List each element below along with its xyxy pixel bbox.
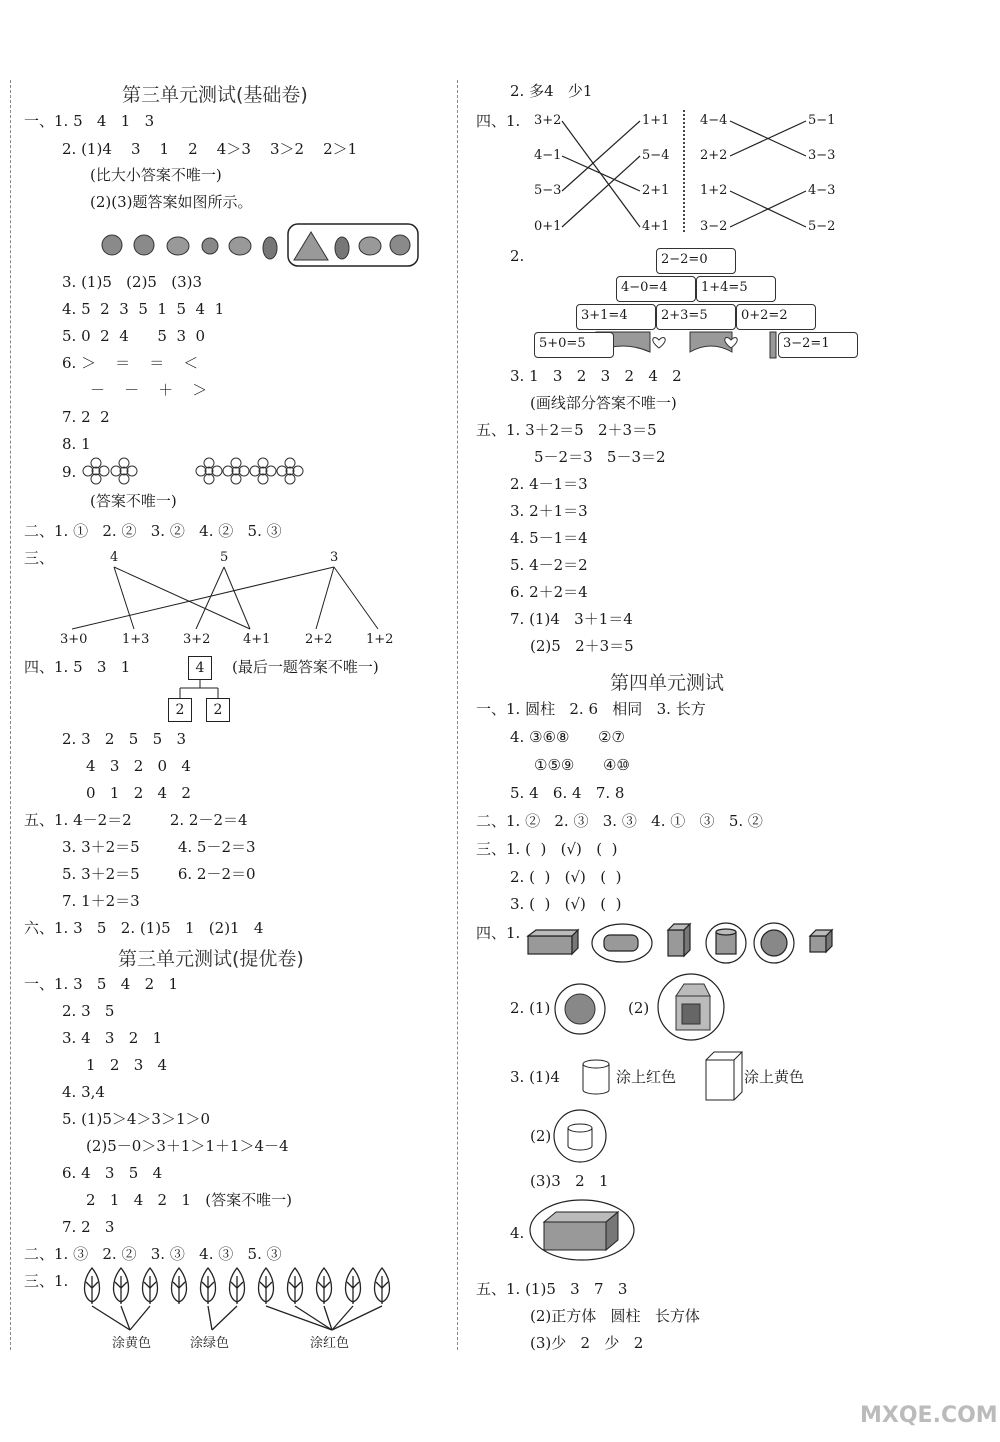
cylinder-icon <box>716 929 736 954</box>
s3-bottom-5: 1+2 <box>366 632 394 647</box>
r-q3: 3. 1 3 2 3 2 4 2 <box>510 367 682 385</box>
r-la-1: 4−1 <box>534 148 562 163</box>
r-s5-r3: 3. 2＋1＝3 <box>510 502 588 520</box>
s1-q3: 3. (1)5 (2)5 (3)3 <box>62 273 203 291</box>
s3-bottom-1: 1+3 <box>122 632 150 647</box>
s1-q2-b: (2)(3)题答案如图所示。 <box>90 193 253 211</box>
leaf-icon <box>288 1268 303 1304</box>
r-rb-2: 4−3 <box>808 183 836 198</box>
u4-q3-red: 涂上红色 <box>616 1068 677 1086</box>
basic-test-title: 第三单元测试(基础卷) <box>122 84 308 106</box>
s1-q1: 一、1. 5 4 1 3 <box>24 112 155 130</box>
s4-q2b: 4 3 2 0 4 <box>86 757 191 775</box>
cylinder-icon <box>568 1124 592 1150</box>
s1-q4: 4. 5 2 3 5 1 5 4 1 <box>62 300 225 318</box>
leaf-icon <box>375 1268 390 1304</box>
leaf-label-red: 涂红色 <box>310 1336 350 1351</box>
s2-answers: 二、1. ① 2. ② 3. ② 4. ② 5. ③ <box>24 522 282 540</box>
r-la-3: 0+1 <box>534 219 562 234</box>
u4-s4: 四、1. <box>476 924 521 942</box>
r-la-2: 5−3 <box>534 183 562 198</box>
cylinder-lying-icon <box>604 935 638 951</box>
leaf-icon <box>230 1268 245 1304</box>
r-top: 2. 多4 少1 <box>510 82 593 100</box>
r-q3-note: (画线部分答案不唯一) <box>530 394 677 412</box>
r-rb-3: 5−2 <box>808 219 836 234</box>
leaf-icon <box>259 1268 274 1304</box>
cuboid-icon <box>544 1212 618 1250</box>
cuboid-icon <box>528 930 578 954</box>
r-lb-3: 4+1 <box>642 219 670 234</box>
adv-q3b: 1 2 3 4 <box>86 1056 168 1074</box>
u4-q4a: 4. ③⑥⑧ ②⑦ <box>510 728 625 746</box>
r-q2-label: 2. <box>510 247 525 265</box>
u4-q4: 4. <box>510 1224 525 1242</box>
unit4-title: 第四单元测试 <box>610 672 725 694</box>
s1-q6b: － － ＋ ＞ <box>90 381 208 399</box>
advanced-test-title: 第三单元测试(提优卷) <box>118 948 304 970</box>
s3-top-2: 3 <box>330 550 339 565</box>
r-lb-1: 5−4 <box>642 148 670 163</box>
r-la-0: 3+2 <box>534 113 562 128</box>
leaf-icon <box>317 1268 332 1304</box>
adv-q5a: 5. (1)5＞4＞3＞1＞0 <box>62 1110 211 1128</box>
u4-q4b: ①⑤⑨ ④⑩ <box>534 756 630 774</box>
milk-carton-icon <box>676 984 710 1030</box>
r-s5-r7b: (2)5 2＋3＝5 <box>530 637 634 655</box>
adv-q1: 一、1. 3 5 4 2 1 <box>24 975 179 993</box>
r-rb-0: 5−1 <box>808 113 836 128</box>
u4-s2: 二、1. ② 2. ③ 3. ③ 4. ① ③ 5. ② <box>476 812 763 830</box>
u4-q1: 一、1. 圆柱 2. 6 相同 3. 长方 <box>476 700 706 718</box>
s4-q2c: 0 1 2 4 2 <box>86 784 191 802</box>
cylinder-circled <box>552 1108 608 1164</box>
pyr-r4-0: 5+0=5 <box>534 332 614 358</box>
s1-q8: 8. 1 <box>62 435 91 453</box>
leaf-icon <box>346 1268 361 1304</box>
pyr-r2-1: 1+4=5 <box>696 276 776 302</box>
cube-icon <box>810 930 832 952</box>
s3-bottom-3: 4+1 <box>243 632 271 647</box>
s5-r4: 5. 3＋2＝5 6. 2－2＝0 <box>62 865 256 883</box>
cuboid-icon <box>706 1052 742 1100</box>
r-s5-r7: 7. (1)4 3＋1＝4 <box>510 610 633 628</box>
r-s5-r5: 5. 4－2＝2 <box>510 556 588 574</box>
r-lb-2: 2+1 <box>642 183 670 198</box>
s5-r5: 7. 1＋2＝3 <box>62 892 140 910</box>
u4-q3c: (3)3 2 1 <box>530 1172 609 1190</box>
adv-q3a: 3. 4 3 2 1 <box>62 1029 163 1047</box>
cylinder-red <box>580 1058 612 1098</box>
r-ra-3: 3−2 <box>700 219 728 234</box>
split-top-box: 4 <box>188 656 212 680</box>
r-s5-r1: 五、1. 3＋2＝5 2＋3＝5 <box>476 421 657 439</box>
adv-q7: 7. 2 3 <box>62 1218 115 1236</box>
s3-bottom-4: 2+2 <box>305 632 333 647</box>
leaf-figure <box>80 1266 410 1340</box>
pyr-r3-1: 2+3=5 <box>656 304 736 330</box>
r-ra-1: 2+2 <box>700 148 728 163</box>
cylinder-icon <box>583 1060 609 1094</box>
u4-s5c: (3)少 2 少 2 <box>530 1334 644 1352</box>
adv-q2: 2. 3 5 <box>62 1002 115 1020</box>
s3-bottom-2: 3+2 <box>183 632 211 647</box>
s6-answers: 六、1. 3 5 2. (1)5 1 (2)1 4 <box>24 919 264 937</box>
r-s5-r4: 4. 5－1＝4 <box>510 529 588 547</box>
bridge-arches <box>0 0 1000 380</box>
r-ra-0: 4−4 <box>700 113 728 128</box>
r-lb-0: 1+1 <box>642 113 670 128</box>
s5-r1: 五、1. 4－2＝2 2. 2－2＝4 <box>24 811 248 829</box>
watermark: MXQE.COM <box>860 1403 998 1428</box>
leaf-icon <box>172 1268 187 1304</box>
r-s5-r6: 6. 2＋2＝4 <box>510 583 588 601</box>
leaf-icon <box>143 1268 158 1304</box>
u4-s3b: 2. ( ) (√) ( ) <box>510 868 622 886</box>
u4-s5b: (2)正方体 圆柱 长方体 <box>530 1307 700 1325</box>
u4-q3b: (2) <box>530 1127 552 1145</box>
leaf-icon <box>85 1268 100 1304</box>
r-rb-1: 3−3 <box>808 148 836 163</box>
split-left-box: 2 <box>168 698 192 722</box>
cuboid-answer <box>528 1198 636 1262</box>
u4-s3c: 3. ( ) (√) ( ) <box>510 895 622 913</box>
pyr-r1-0: 2−2=0 <box>656 248 736 274</box>
s3-top-1: 5 <box>220 550 229 565</box>
leaf-label-green: 涂绿色 <box>190 1336 230 1351</box>
s3-label: 三、 <box>24 549 55 567</box>
adv-q5b: (2)5－0＞3＋1＞1＋1＞4－4 <box>86 1137 289 1155</box>
r-s5-r2: 2. 4－1＝3 <box>510 475 588 493</box>
s1-q9: 9. <box>62 463 77 481</box>
u4-q3: 3. (1)4 <box>510 1068 560 1086</box>
sphere-icon <box>565 994 595 1024</box>
s3-bottom-0: 3+0 <box>60 632 88 647</box>
adv-q4: 4. 3,4 <box>62 1083 105 1101</box>
adv-q6b: 2 1 4 2 1 (答案不唯一) <box>86 1191 292 1209</box>
cuboid-yellow <box>704 1050 744 1102</box>
u4-q2b: (2) <box>628 999 650 1017</box>
milk-carton-answer <box>656 972 726 1042</box>
split-right-box: 2 <box>206 698 230 722</box>
s3-top-0: 4 <box>110 550 119 565</box>
r-ra-2: 1+2 <box>700 183 728 198</box>
leaf-label-yellow: 涂黄色 <box>112 1336 152 1351</box>
s5-r2: 3. 3＋2＝5 4. 5－2＝3 <box>62 838 256 856</box>
u4-q5: 5. 4 6. 4 7. 8 <box>510 784 625 802</box>
sphere-answer <box>550 982 610 1036</box>
s4-q2a: 2. 3 2 5 5 3 <box>62 730 187 748</box>
s1-q5: 5. 0 2 4 5 3 0 <box>62 327 206 345</box>
u4-s3a: 三、1. ( ) (√) ( ) <box>476 840 618 858</box>
pyr-r3-0: 3+1=4 <box>576 304 656 330</box>
shapes-row <box>524 920 844 970</box>
pyr-r4-1: 3−2=1 <box>778 332 858 358</box>
heart-icon <box>653 338 665 348</box>
s1-q7: 7. 2 2 <box>62 408 110 426</box>
adv-s2: 二、1. ③ 2. ② 3. ③ 4. ③ 5. ③ <box>24 1245 282 1263</box>
pyr-r3-2: 0+2=2 <box>736 304 816 330</box>
r-match-label: 四、1. <box>476 112 521 130</box>
leaf-icon <box>201 1268 216 1304</box>
cuboid-tall-icon <box>668 924 690 956</box>
adv-q6a: 6. 4 3 5 4 <box>62 1164 163 1182</box>
r-s5-r1b: 5－2＝3 5－3＝2 <box>534 448 666 466</box>
s1-q2: 2. (1)4 3 1 2 4＞3 3＞2 2＞1 <box>62 140 358 158</box>
s1-q6a: 6. ＞ ＝ ＝ ＜ <box>62 354 199 372</box>
s1-q2-note: (比大小答案不唯一) <box>90 166 222 184</box>
u4-s5a: 五、1. (1)5 3 7 3 <box>476 1280 628 1298</box>
s4-note: (最后一题答案不唯一) <box>232 658 379 676</box>
u4-q2: 2. (1) <box>510 999 551 1017</box>
s1-q9-note: (答案不唯一) <box>90 492 177 510</box>
s4-q1: 四、1. 5 3 1 <box>24 658 131 676</box>
sphere-icon <box>761 930 787 956</box>
leaf-icon <box>114 1268 129 1304</box>
adv-s3: 三、1. <box>24 1272 69 1290</box>
pyr-r2-0: 4−0=4 <box>616 276 696 302</box>
u4-q3-yellow: 涂上黄色 <box>744 1068 805 1086</box>
